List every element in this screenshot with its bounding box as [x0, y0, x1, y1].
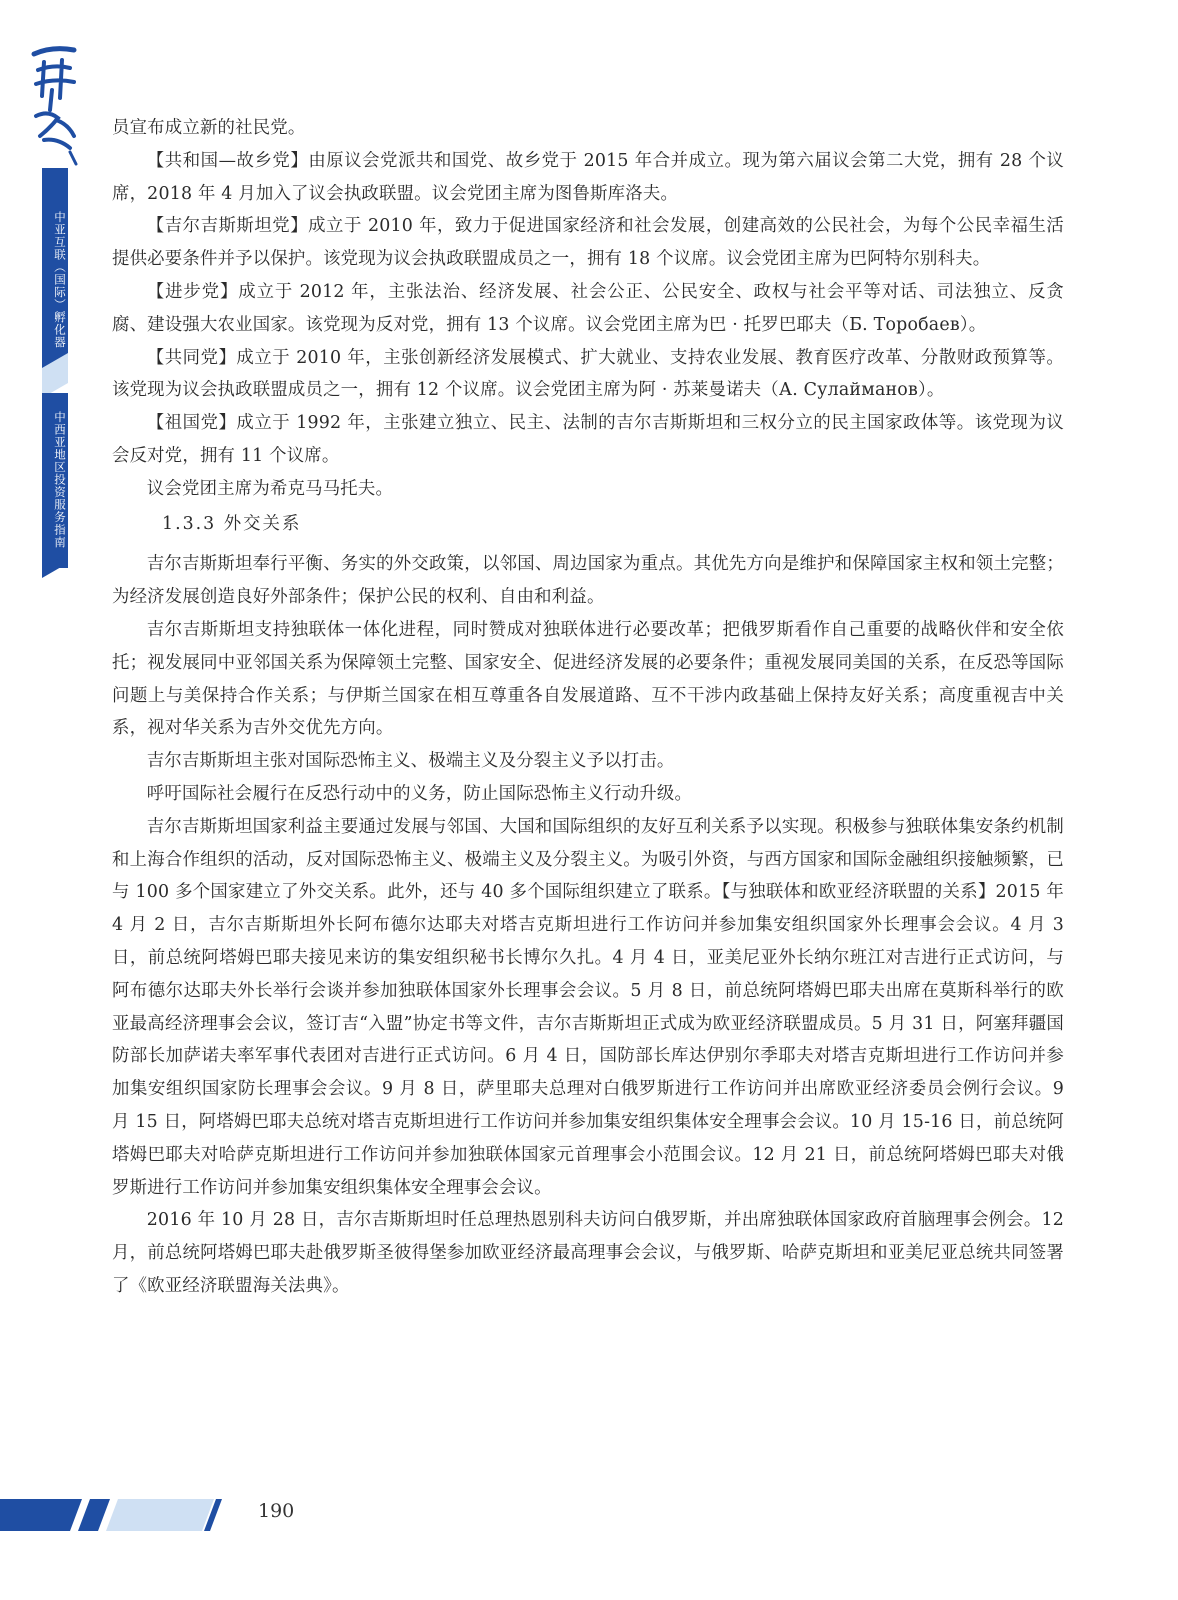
sidebar-label-bottom: 中西亚地区投资服务指南 [53, 411, 67, 549]
paragraph: 2016 年 10 月 28 日，吉尔吉斯斯坦时任总理热恩别科夫访问白俄罗斯，并出席独联体国家政府首脑理事会例会。12 月，前总统阿塔姆巴耶夫赴俄罗斯圣彼得堡参加欧亚经济最高理事会会议，与俄罗斯、哈萨克斯坦和亚美尼亚总统共同签署了《欧亚经济联盟海关法典》。 [112, 1210, 1064, 1296]
paragraph: 【吉尔吉斯斯坦党】成立于 2010 年，致力于促进国家经济和社会发展，创建高效的公民社会，为每个公民幸福生活提供必要条件并予以保护。该党现为议会执政联盟成员之一，拥有 18 个议席。议会党团主席为巴阿特尔别科夫。 [112, 216, 1064, 270]
footer-decoration [0, 1495, 230, 1535]
page-number: 190 [258, 1500, 295, 1522]
belt-road-logo-icon [30, 40, 80, 170]
paragraph: 员宣布成立新的社民党。 [112, 118, 306, 138]
paragraph: 吉尔吉斯斯坦支持独联体一体化进程，同时赞成对独联体进行必要改革；把俄罗斯看作自己重要的战略伙伴和安全依托；视发展同中亚邻国关系为保障领土完整、国家安全、促进经济发展的必要条件；重视发展同美国的关系，在反恐等国际问题上与美保持合作关系；与伊斯兰国家在相互尊重各自发展道路、互不干涉内政基础上保持友好关系；高度重视吉中关系，视对华关系为吉外交优先方向。 [112, 619, 1064, 739]
paragraph: 呼吁国际社会履行在反恐行动中的义务，防止国际恐怖主义行动升级。 [146, 783, 693, 804]
paragraph: 议会党团主席为希克马马托夫。 [146, 478, 394, 499]
sidebar-label-top: 中亚互联（国际）孵化器 [53, 211, 67, 349]
paragraph: 【共和国—故乡党】由原议会党派共和国党、故乡党于 2015 年合并成立。现为第六届议会第二大党，拥有 28 个议席，2018 年 4 月加入了议会执政联盟。议会党团主席为图鲁斯库洛夫。 [112, 150, 1064, 204]
paragraph: 吉尔吉斯斯坦国家利益主要通过发展与邻国、大国和国际组织的友好互利关系予以实现。积极参与独联体集安条约机制和上海合作组织的活动，反对国际恐怖主义、极端主义及分裂主义。为吸引外资，与西方国家和国际金融组织接触频繁，已与 100 多个国家建立了外交关系。此外，还与 40 多个国际组织建立了联系。【与独联体和欧亚经济联盟的关系】2015 年 4 月 2 日，吉尔吉斯斯坦外长阿布德尔达耶夫对塔吉克斯坦进行工作访问并参加集安组织国家外长理事会会议。4 月 3 日，前总统阿塔姆巴耶夫接见来访的集安组织秘书长博尔久扎。4 月 4 日，亚美尼亚外长纳尔班江对吉进行正式访问，与阿布德尔达耶夫外长举行会谈并参加独联体国家外长理事会会议。5 月 8 日，前总统阿塔姆巴耶夫出席在莫斯科举行的欧亚最高经济理事会会议，签订吉“入盟”协定书等文件，吉尔吉斯斯坦正式成为欧亚经济联盟成员。5 月 31 日，阿塞拜疆国防部长加萨诺夫率军事代表团对吉进行正式访问。6 月 4 日，国防部长库达伊别尔季耶夫对塔吉克斯坦进行工作访问并参加集安组织国家防长理事会会议。9 月 8 日，萨里耶夫总理对白俄罗斯进行工作访问并出席欧亚经济委员会例行会议。9 月 15 日，阿塔姆巴耶夫总统对塔吉克斯坦进行工作访问并参加集安组织集体安全理事会会议。10 月 15-16 日，前总统阿塔姆巴耶夫对哈萨克斯坦进行工作访问并参加独联体国家元首理事会小范围会议。12 月 21 日，前总统阿塔姆巴耶夫对俄罗斯进行工作访问并参加集安组织集体安全理事会会议。 [112, 816, 1064, 1198]
paragraph: 吉尔吉斯斯坦主张对国际恐怖主义、极端主义及分裂主义予以打击。 [146, 751, 675, 772]
paragraph: 【祖国党】成立于 1992 年，主张建立独立、民主、法制的吉尔吉斯斯坦和三权分立的民主国家政体等。该党现为议会反对党，拥有 11 个议席。 [112, 413, 1064, 466]
page-body [112, 112, 1064, 1303]
paragraph: 吉尔吉斯斯坦奉行平衡、务实的外交政策，以邻国、周边国家为重点。其优先方向是维护和保障国家主权和领土完整；为经济发展创造良好外部条件；保护公民的权利、自由和利益。 [112, 554, 1064, 608]
paragraph: 【进步党】成立于 2012 年，主张法治、经济发展、社会公正、公民安全、政权与社会平等对话、司法独立、反贪腐、建设强大农业国家。该党现为反对党，拥有 13 个议席。议会党团主席为巴 · 托罗巴耶夫（Б. Торобаев）。 [112, 281, 1064, 335]
section-heading: 1.3.3 外交关系 [162, 513, 302, 534]
paragraph: 【共同党】成立于 2010 年，主张创新经济发展模式、扩大就业、支持农业发展、教育医疗改革、分散财政预算等。该党现为议会执政联盟成员之一，拥有 12 个议席。议会党团主席为阿 · 苏莱曼诺夫（А. Сулайманов）。 [112, 347, 1064, 401]
